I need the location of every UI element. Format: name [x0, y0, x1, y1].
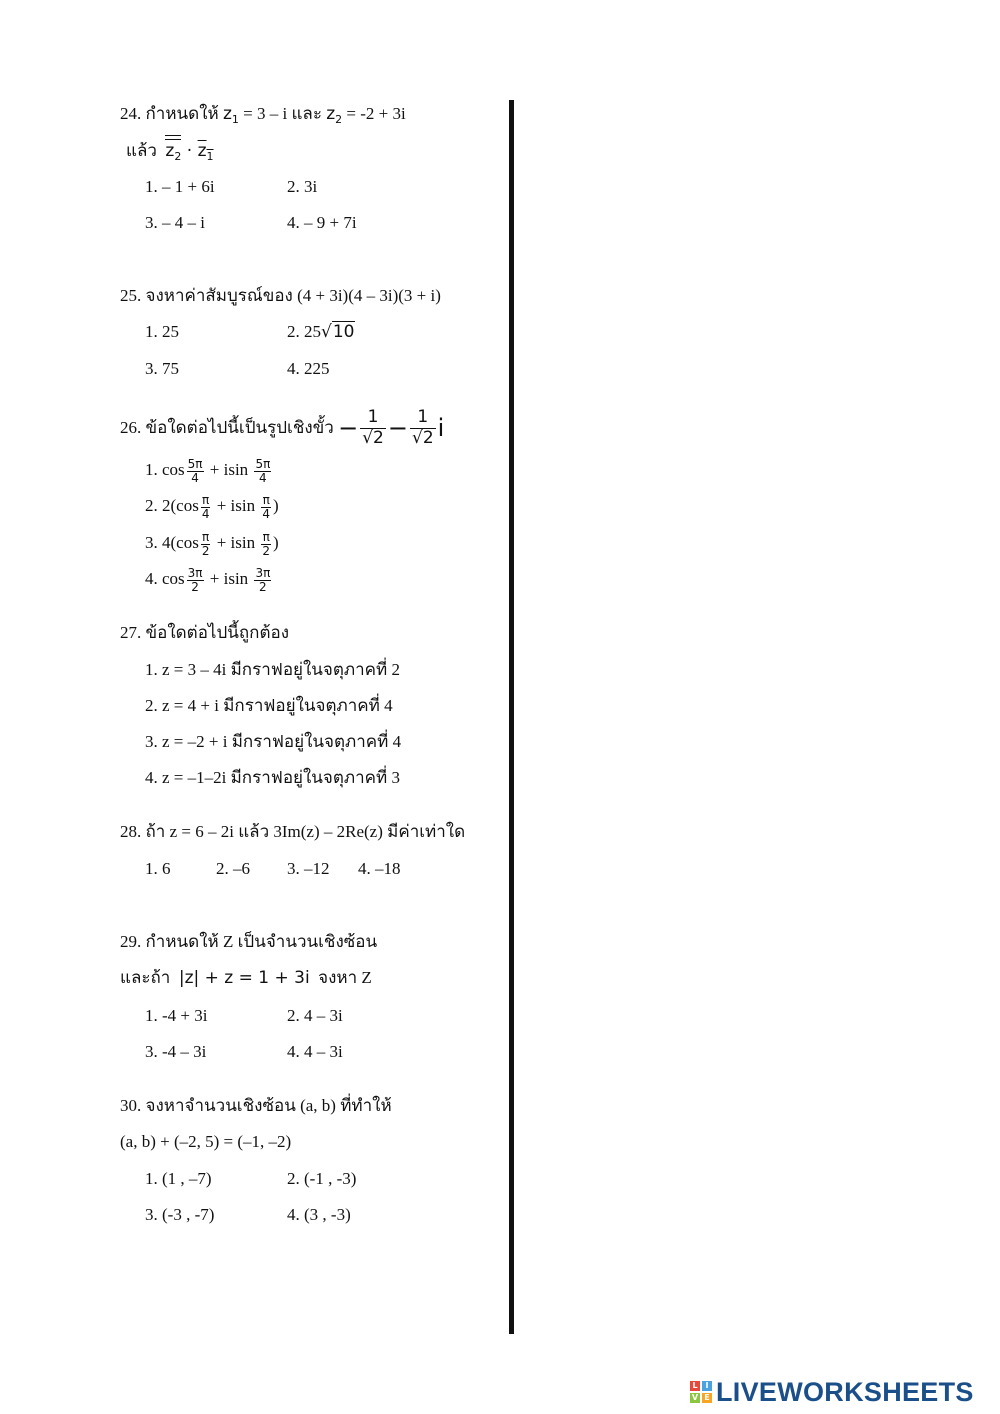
q30-option-1[interactable]: 1. (1 , –7) — [145, 1169, 212, 1188]
liveworksheets-logo — [690, 1378, 974, 1406]
q24-option-2[interactable]: 2. 3i — [287, 177, 318, 196]
q29-option-1[interactable]: 1. -4 + 3i — [145, 1006, 208, 1025]
q26-option-2[interactable]: 2. 2(cos $\frac{\pi}{4}$ + isin $\frac{\pi}{4}$ ) — [145, 493, 279, 521]
question-25-stem: 25. จงหาค่าสัมบูรณ์ของ (4 + 3i)(4 – 3i)(3 + i) — [120, 286, 441, 305]
question-28-stem: 28. ถ้า z = 6 – 2i แล้ว 3Im(z) – 2Re(z) มีค่าเท่าใด — [120, 822, 466, 841]
q24-option-4[interactable]: 4. – 9 + 7i — [287, 213, 357, 232]
logo-tile: E — [702, 1393, 712, 1403]
q25-option-2[interactable]: 2. 25√10 — [287, 322, 355, 342]
q25-option-3[interactable]: 3. 75 — [145, 359, 179, 378]
question-29-equation: และถ้า |z| + z = 1 + 3i จงหา Z — [120, 968, 372, 988]
question-26-stem: 26. ข้อใดต่อไปนี้เป็นรูปเชิงขั้ว − $\frac{1}{√2}$ − $\frac{1}{√2}$ i — [120, 407, 445, 448]
q28-option-2[interactable]: 2. –6 — [216, 859, 250, 878]
q28-option-4[interactable]: 4. –18 — [358, 859, 401, 878]
q30-option-2[interactable]: 2. (-1 , -3) — [287, 1169, 357, 1188]
q27-option-3[interactable]: 3. z = –2 + i มีกราฟอยู่ในจตุภาคที่ 4 — [145, 732, 402, 751]
question-27-stem: 27. ข้อใดต่อไปนี้ถูกต้อง — [120, 623, 290, 642]
q26-option-3[interactable]: 3. 4(cos $\frac{\pi}{2}$ + isin $\frac{\pi}{2}$ ) — [145, 530, 279, 558]
q27-option-2[interactable]: 2. z = 4 + i มีกราฟอยู่ในจตุภาคที่ 4 — [145, 696, 393, 715]
q25-option-1[interactable]: 1. 25 — [145, 322, 179, 341]
q29-option-2[interactable]: 2. 4 – 3i — [287, 1006, 343, 1025]
q26-option-4[interactable]: 4. cos $\frac{3\pi}{2}$ + isin $\frac{3\pi}{2}$ — [145, 566, 271, 594]
q27-option-4[interactable]: 4. z = –1–2i มีกราฟอยู่ในจตุภาคที่ 3 — [145, 768, 400, 787]
logo-text: LIVEWORKSHEETS — [716, 1376, 974, 1407]
logo-tile: I — [702, 1381, 712, 1391]
q24-option-3[interactable]: 3. – 4 – i — [145, 213, 205, 232]
q29-option-4[interactable]: 4. 4 – 3i — [287, 1042, 343, 1061]
q28-option-3[interactable]: 3. –12 — [287, 859, 330, 878]
question-24-stem: 24. กำหนดให้ $z_1 = 3 - i$ และ $z_2 = -2 + 3i$ — [120, 104, 406, 126]
q29-option-3[interactable]: 3. -4 – 3i — [145, 1042, 207, 1061]
conjugate-z1: $z_1$ — [197, 141, 214, 163]
q25-option-4[interactable]: 4. 225 — [287, 359, 330, 378]
q30-option-4[interactable]: 4. (3 , -3) — [287, 1205, 351, 1224]
q26-option-1[interactable]: 1. cos $\frac{5\pi}{4}$ + isin $\frac{5\pi}{4}$ — [145, 457, 271, 485]
question-24-expression: แล้ว $z_2 \cdot z_1$ — [126, 141, 214, 163]
logo-tile: L — [690, 1381, 700, 1391]
q27-option-1[interactable]: 1. z = 3 – 4i มีกราฟอยู่ในจตุภาคที่ 2 — [145, 660, 400, 679]
fraction-1-over-root2: $\frac{1}{√2}$ — [362, 407, 384, 448]
q28-option-1[interactable]: 1. 6 — [145, 859, 171, 878]
column-divider — [509, 100, 514, 1334]
question-30-stem: 30. จงหาจำนวนเชิงซ้อน (a, b) ที่ทำให้ — [120, 1096, 392, 1115]
logo-tile: V — [691, 1393, 699, 1402]
q24-option-1[interactable]: 1. – 1 + 6i — [145, 177, 215, 196]
question-29-stem: 29. กำหนดให้ Z เป็นจำนวนเชิงซ้อน — [120, 932, 378, 951]
fraction-1-over-root2: $\frac{1}{√2}$ — [411, 407, 434, 448]
question-30-equation: (a, b) + (–2, 5) = (–1, –2) — [120, 1132, 292, 1151]
conjugate-z2: $z_2$ — [165, 141, 182, 163]
logo-tiles-icon — [690, 1381, 712, 1403]
q30-option-3[interactable]: 3. (-3 , -7) — [145, 1205, 215, 1224]
